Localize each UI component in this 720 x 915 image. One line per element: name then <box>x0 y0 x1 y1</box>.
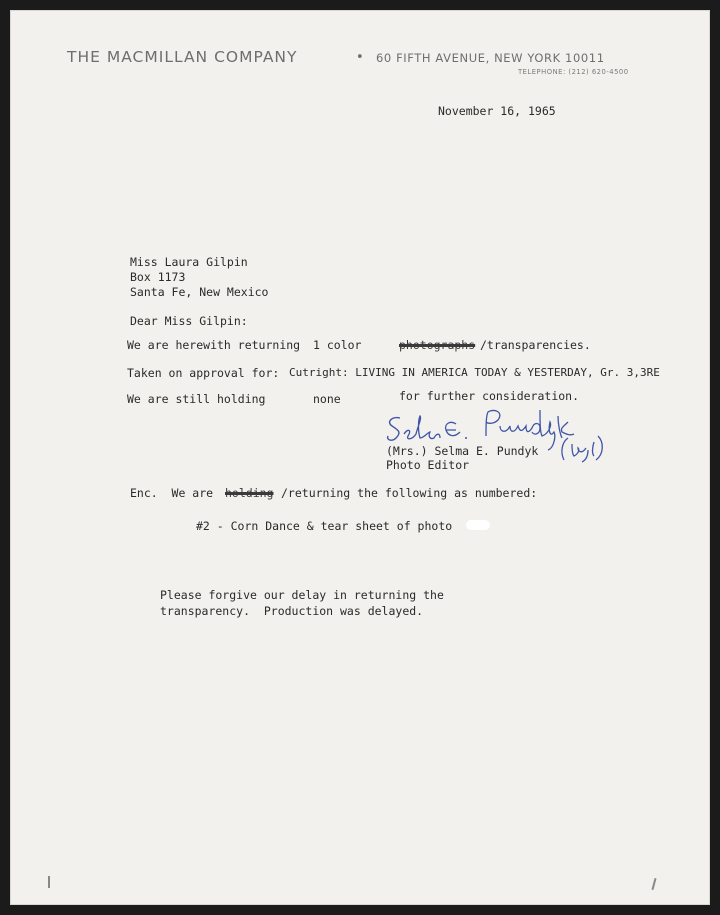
salutation: Dear Miss Gilpin: <box>130 314 248 328</box>
letter-date: November 16, 1965 <box>438 104 556 118</box>
letterhead-company: THE MACMILLAN COMPANY <box>67 48 298 66</box>
returning-struck-word: photographs <box>399 338 476 352</box>
signer-title: Photo Editor <box>386 458 470 472</box>
approval-value: Cutright: LIVING IN AMERICA TODAY & YESTERDAY, Gr. 3,3RE <box>289 366 660 379</box>
returning-suffix: /transparencies. <box>480 338 591 352</box>
enclosure-struck-word: holding <box>225 486 274 500</box>
correction-smudge <box>466 520 490 530</box>
note-line-1: Please forgive our delay in returning the <box>160 588 444 602</box>
enclosure-item: #2 - Corn Dance & tear sheet of photo <box>196 519 453 533</box>
signer-name: (Mrs.) Selma E. Pundyk <box>386 444 539 458</box>
approval-label: Taken on approval for: <box>127 366 280 380</box>
enclosure-suffix: /returning the following as numbered: <box>281 486 538 500</box>
recipient-city: Santa Fe, New Mexico <box>130 285 269 299</box>
holding-suffix: for further consideration. <box>399 389 580 403</box>
recipient-name: Miss Laura Gilpin <box>130 255 248 269</box>
returning-count: 1 color <box>313 338 362 352</box>
edge-mark-left <box>48 876 50 888</box>
letterhead-address: 60 FIFTH AVENUE, NEW YORK 10011 <box>376 51 605 65</box>
note-line-2: transparency. Production was delayed. <box>160 604 424 618</box>
holding-value: none <box>313 392 341 406</box>
letterhead-separator: • <box>356 50 364 65</box>
enclosure-prefix: Enc. We are <box>130 486 214 500</box>
returning-prefix: We are herewith returning <box>127 338 301 352</box>
recipient-address-line: Box 1173 <box>130 270 186 284</box>
holding-label: We are still holding <box>127 392 266 406</box>
letterhead-telephone: TELEPHONE: (212) 620-4500 <box>518 68 629 76</box>
